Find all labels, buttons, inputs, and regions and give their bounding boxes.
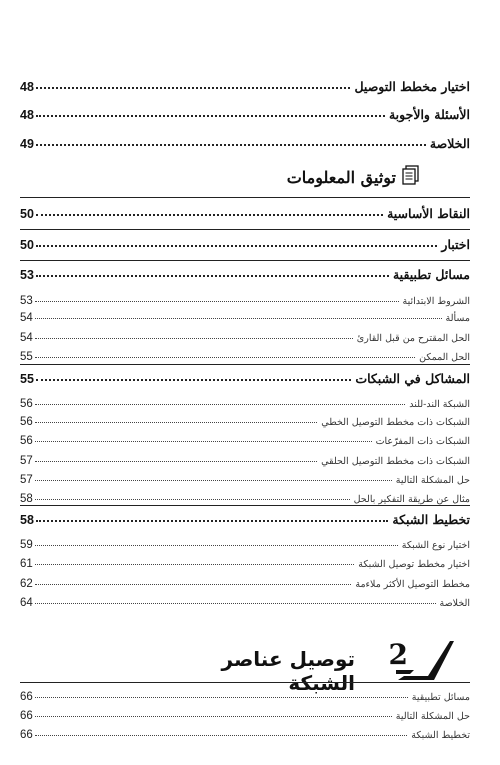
- toc-subentry: [20, 447, 470, 467]
- dot-leader: [35, 584, 352, 585]
- toc-entry-title: اختيار نوع الشبكة: [401, 540, 470, 551]
- toc-subentry: [20, 324, 470, 344]
- section-heading: [287, 165, 420, 189]
- toc-entry-title: تخطيط الشبكة: [392, 512, 470, 527]
- dot-leader: [35, 422, 318, 423]
- toc-subentry: [20, 702, 470, 722]
- dot-leader: [35, 603, 436, 604]
- dot-leader: [35, 564, 354, 565]
- dot-leader: [35, 480, 392, 481]
- toc-entry-title: الخلاصة: [429, 136, 470, 151]
- chapter-title: توصيل عناصر الشبكة: [221, 647, 355, 695]
- toc-entry-title: الشبكات ذات المفرّعات: [375, 436, 470, 447]
- dot-leader: [35, 301, 399, 302]
- toc-entry-page: 55: [20, 372, 34, 386]
- toc-entry-title: تخطيط الشبكة: [411, 730, 470, 741]
- dot-leader: [36, 379, 351, 381]
- toc-subentry: [20, 343, 470, 363]
- dot-leader: [36, 144, 426, 146]
- toc-entry: [20, 507, 470, 527]
- toc-entry: [20, 131, 470, 151]
- toc-entry-title: الشبكات ذات مخطط التوصيل الخطي: [321, 417, 470, 428]
- toc-subentry: [20, 721, 470, 741]
- divider: [20, 364, 470, 365]
- toc-entry-title: الشروط الابتدائية: [402, 296, 470, 307]
- toc-subentry: [20, 683, 470, 703]
- toc-entry: [20, 232, 470, 252]
- dot-leader: [35, 338, 353, 339]
- toc-entry-title: الأسئلة والأجوبة: [388, 107, 470, 122]
- dot-leader: [35, 697, 408, 698]
- toc-entry-title: مثال عن طريقة التفكير بالحل: [353, 494, 470, 505]
- toc-entry: [20, 102, 470, 122]
- toc-entry-page: 58: [20, 513, 34, 527]
- toc-entry-page: 56: [20, 398, 33, 410]
- toc-entry-title: مسائل تطبيقية: [411, 692, 470, 703]
- dot-leader: [36, 214, 383, 216]
- toc-entry-title: الشبكة الند-للند: [409, 399, 470, 410]
- toc-entry-title: اختيار مخطط توصيل الشبكة: [358, 559, 470, 570]
- chapter-number: 2: [388, 638, 408, 671]
- dot-leader: [35, 441, 372, 442]
- chapter-heading: [150, 638, 460, 695]
- toc-entry-page: 54: [20, 332, 33, 344]
- divider: [20, 229, 470, 230]
- divider: [20, 505, 470, 506]
- toc-entry-page: 56: [20, 416, 33, 428]
- toc-entry-page: 48: [20, 80, 34, 94]
- toc-entry-page: 66: [20, 710, 33, 722]
- toc-subentry: [20, 485, 470, 505]
- toc-subentry: [20, 570, 470, 590]
- toc-entry-title: الحل الممكن: [419, 352, 470, 363]
- toc-entry-page: 57: [20, 474, 33, 486]
- toc-subentry: [20, 408, 470, 428]
- toc-entry-page: 61: [20, 558, 33, 570]
- divider: [20, 197, 470, 198]
- toc-entry-page: 55: [20, 351, 33, 363]
- toc-subentry: [20, 390, 470, 410]
- divider: [20, 260, 470, 261]
- toc-subentry: [20, 304, 470, 324]
- dot-leader: [36, 87, 351, 89]
- toc-entry-page: 62: [20, 578, 33, 590]
- dot-leader: [36, 245, 438, 247]
- toc-entry-page: 66: [20, 691, 33, 703]
- dot-leader: [36, 275, 389, 277]
- toc-entry-title: مسألة: [445, 313, 470, 324]
- toc-entry-page: 53: [20, 295, 33, 307]
- dot-leader: [36, 115, 385, 117]
- toc-entry-page: 56: [20, 435, 33, 447]
- dot-leader: [35, 357, 415, 358]
- dot-leader: [35, 461, 317, 462]
- toc-entry-title: الخلاصة: [439, 598, 470, 609]
- dot-leader: [35, 404, 405, 405]
- toc-entry-title: الحل المقترح من قبل القارئ: [356, 333, 470, 344]
- dot-leader: [35, 716, 392, 717]
- toc-subentry: [20, 427, 470, 447]
- toc-entry-title: الشبكات ذات مخطط التوصيل الحلقي: [321, 456, 470, 467]
- section-title: توثيق المعلومات: [286, 167, 396, 187]
- dot-leader: [36, 520, 388, 522]
- toc-entry-title: المشاكل في الشبكات: [355, 371, 470, 386]
- document-icon: [402, 165, 420, 189]
- dot-leader: [35, 545, 398, 546]
- toc-entry-page: 59: [20, 539, 33, 551]
- toc-entry-page: 50: [20, 207, 34, 221]
- toc-subentry: [20, 589, 470, 609]
- dot-leader: [35, 735, 408, 736]
- toc-entry-title: اختيار مخطط التوصيل: [354, 79, 470, 94]
- toc-entry-page: 58: [20, 493, 33, 505]
- toc-entry-title: مخطط التوصيل الأكثر ملاءمة: [355, 579, 470, 590]
- dot-leader: [35, 499, 350, 500]
- toc-entry-title: النقاط الأساسية: [387, 206, 470, 221]
- toc-entry: [20, 201, 470, 221]
- toc-entry-title: اختبار: [441, 237, 470, 252]
- toc-entry: [20, 366, 470, 386]
- toc-entry-title: مسائل تطبيقية: [392, 267, 470, 282]
- toc-entry-page: 64: [20, 597, 33, 609]
- toc-subentry: [20, 531, 470, 551]
- toc-entry-page: 50: [20, 238, 34, 252]
- toc-subentry: [20, 550, 470, 570]
- toc-subentry: [20, 466, 470, 486]
- toc-entry-title: حل المشكلة التالية: [395, 475, 470, 486]
- toc-entry-page: 49: [20, 137, 34, 151]
- toc-entry: [20, 262, 470, 282]
- toc-entry-page: 54: [20, 312, 33, 324]
- toc-entry-page: 53: [20, 268, 34, 282]
- toc-entry: [20, 74, 470, 94]
- toc-entry-title: حل المشكلة التالية: [395, 711, 470, 722]
- toc-entry-page: 66: [20, 729, 33, 741]
- dot-leader: [35, 318, 442, 319]
- toc-entry-page: 57: [20, 455, 33, 467]
- toc-entry-page: 48: [20, 108, 34, 122]
